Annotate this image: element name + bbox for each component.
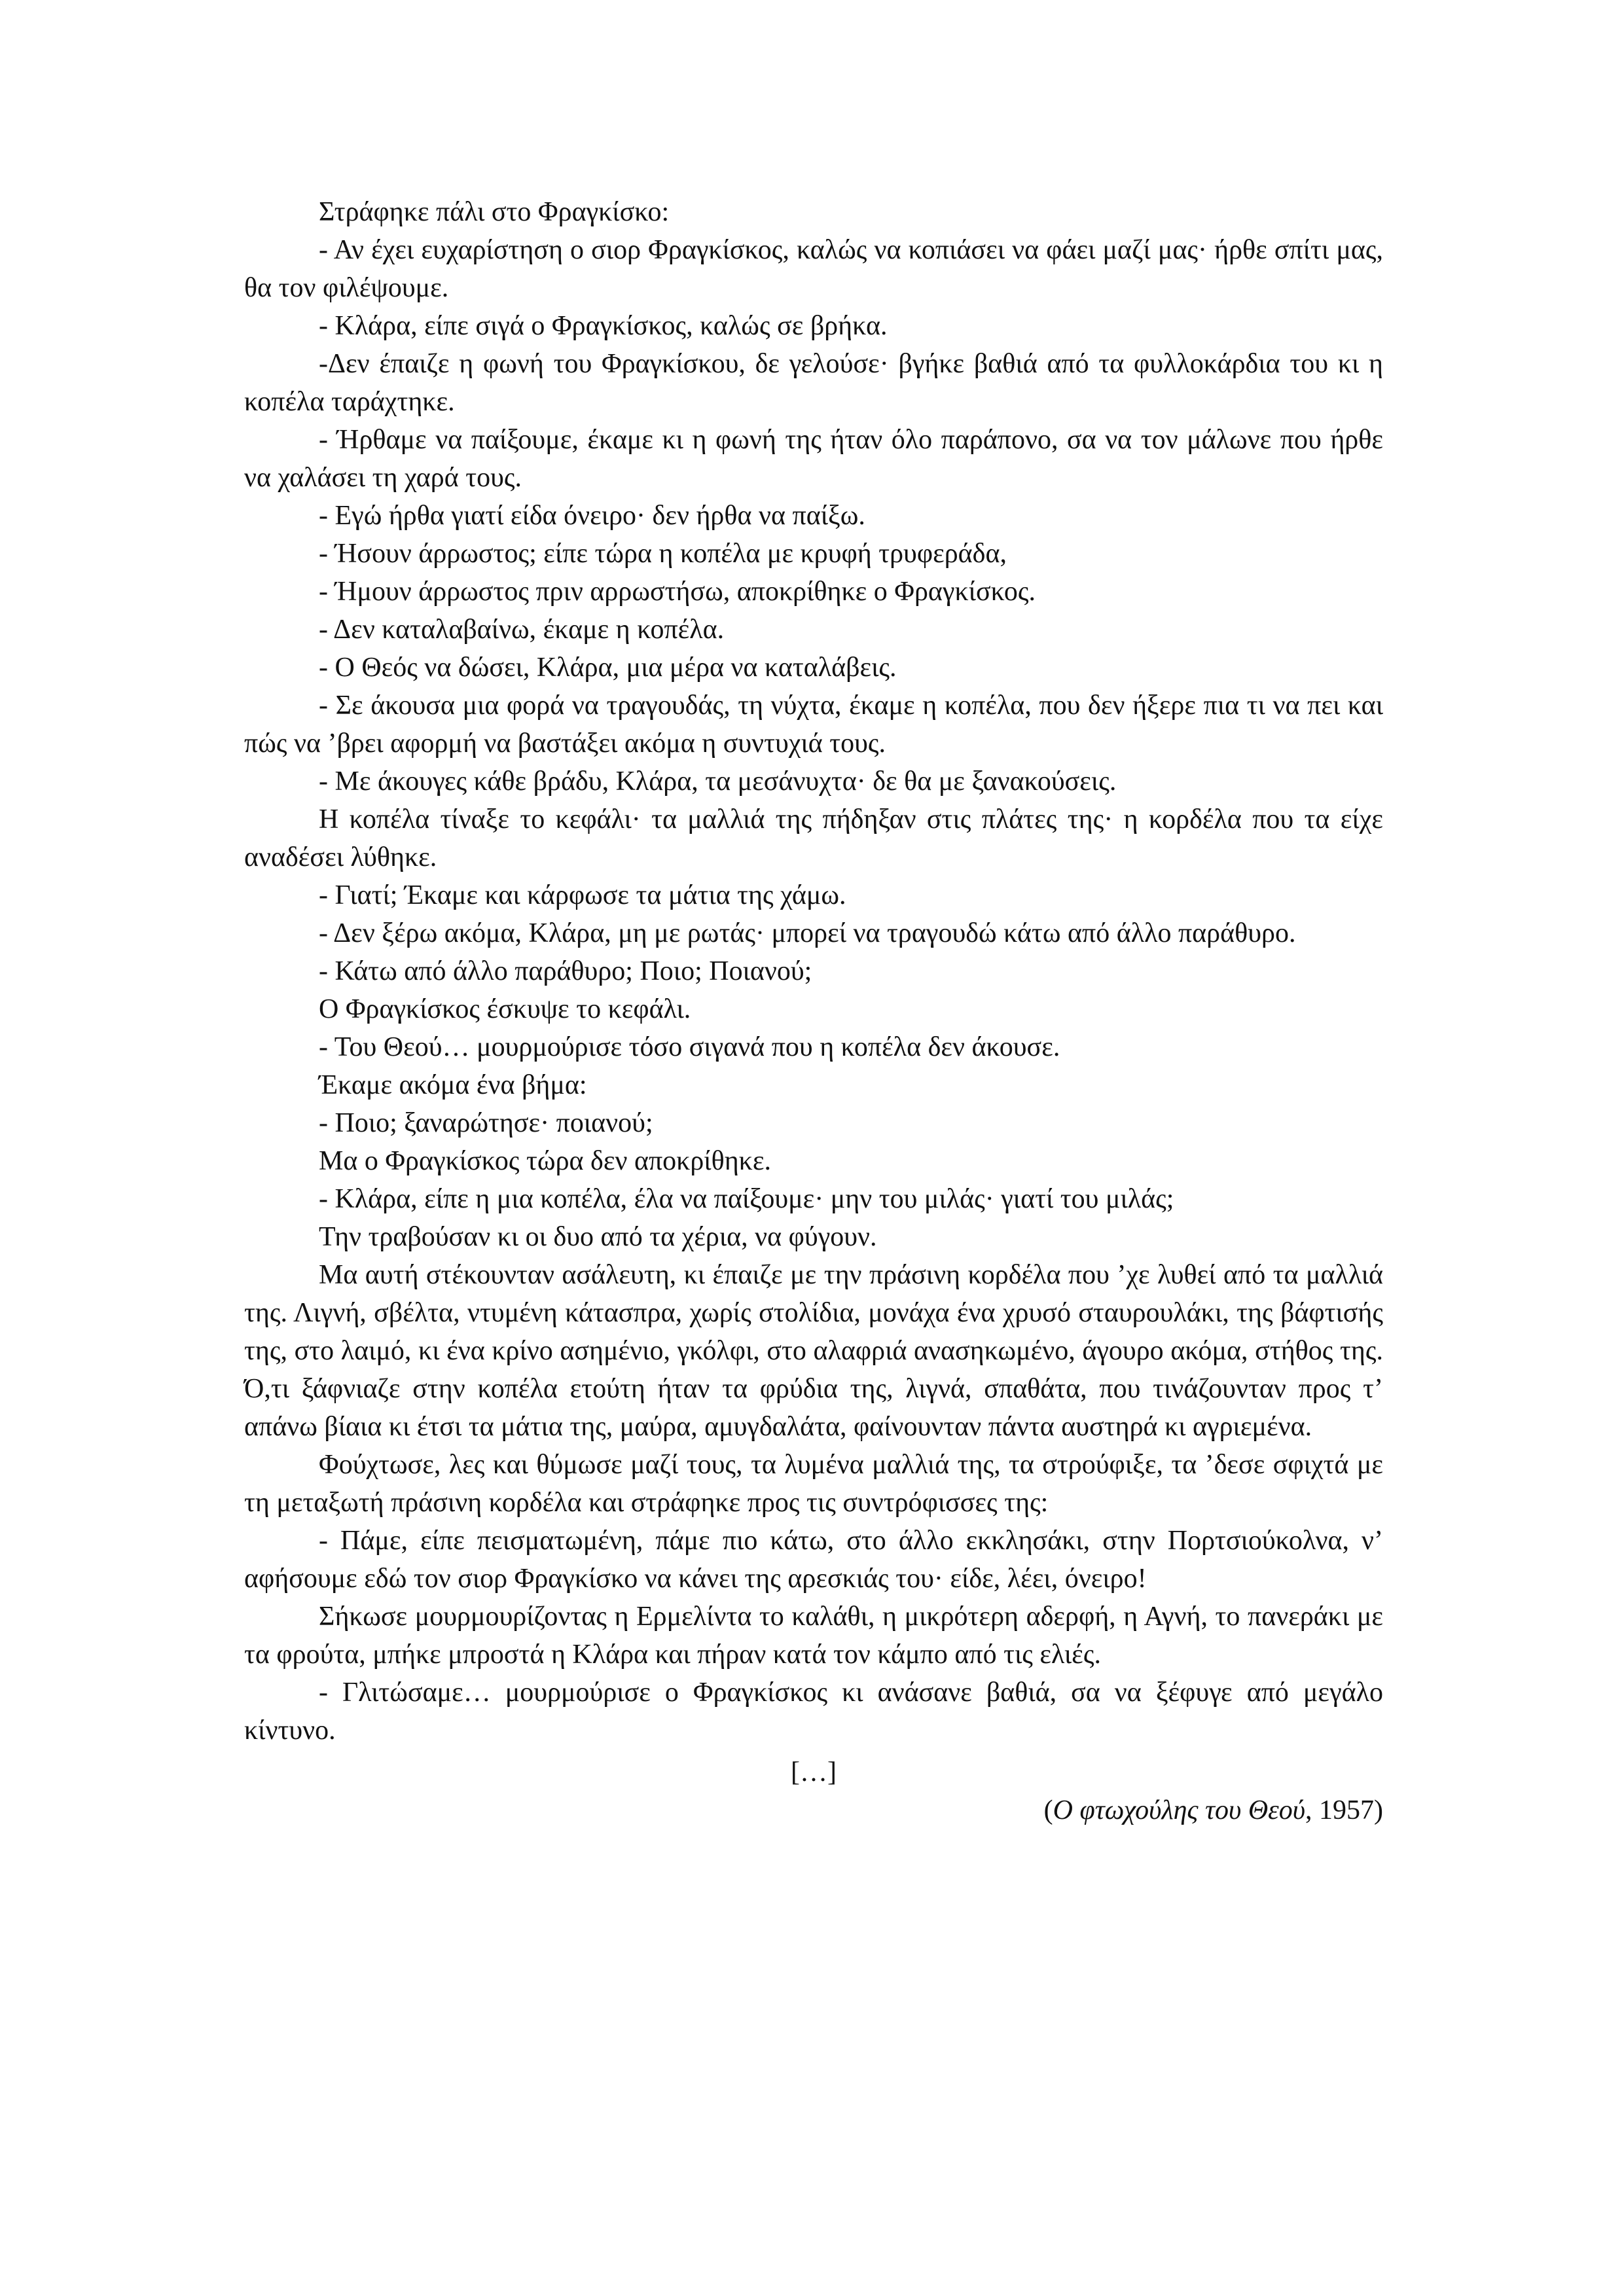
paragraph-21: Μα ο Φραγκίσκος τώρα δεν αποκρίθηκε. bbox=[319, 1146, 771, 1176]
paragraph-28: - Γλιτώσαμε… μουρμούρισε ο Φραγκίσκος κι ανάσανε βαθιά, σα να ξέφυγε από μεγάλο κίντυνο. bbox=[244, 1677, 1383, 1746]
paragraph-7: - Ήσουν άρρωστος; είπε τώρα η κοπέλα με κρυφή τρυφεράδα, bbox=[319, 539, 1007, 569]
citation-year: , 1957) bbox=[1305, 1795, 1383, 1825]
paragraph-3: - Κλάρα, είπε σιγά ο Φραγκίσκος, καλώς σε βρήκα. bbox=[319, 311, 888, 341]
paragraph-13: Η κοπέλα τίναξε το κεφάλι· τα μαλλιά της πήδηξαν στις πλάτες της· η κορδέλα που τα είχε αναδέσει λύθηκε. bbox=[244, 804, 1383, 872]
paragraph-26: - Πάμε, είπε πεισματωμένη, πάμε πιο κάτω, στο άλλο εκκλησάκι, στην Πορτσιούκολνα, ν’ αφήσουμε εδώ τον σιορ Φραγκίσκο να κάνει της αρεσκιάς του· είδε, λέει, όνειρο! bbox=[244, 1526, 1383, 1594]
paragraph-5: - Ήρθαμε να παίξουμε, έκαμε κι η φωνή της ήταν όλο παράπονο, σα να τον μάλωνε που ήρθε να χαλάσει τη χαρά τους. bbox=[244, 425, 1383, 493]
paragraph-24: Μα αυτή στέκουνταν ασάλευτη, κι έπαιζε με την πράσινη κορδέλα που ’χε λυθεί από τα μαλλιά της. Λιγνή, σβέλτα, ντυμένη κάτασπρα, χωρίς στολίδια, μονάχα ένα χρυσό σταυρουλάκι, της βάφτισής της, στο λαιμό, κι ένα κρίνο ασημένιο, γκόλφι, στο αλαφριά ανασηκωμένο, άγουρο ακόμα, στήθος της. Ό,τι ξάφνιαζε στην κοπέλα ετούτη ήταν τα φρύδια της, λιγνά, σπαθάτα, που τινάζουνταν προς τ’ απάνω βίαια κι έτσι τα μάτια της, μαύρα, αμυγδαλάτα, φαίνουνταν πάντα αυστηρά κι αγριεμένα. bbox=[244, 1260, 1383, 1442]
paragraph-20: - Ποιο; ξαναρώτησε· ποιανού; bbox=[319, 1108, 653, 1138]
paragraph-11: - Σε άκουσα μια φορά να τραγουδάς, τη νύχτα, έκαμε η κοπέλα, που δεν ήξερε πια τι να πει και πώς να ’βρει αφορμή να βαστάξει ακόμα η συντυχιά τους. bbox=[244, 691, 1383, 759]
paragraph-2: - Αν έχει ευχαρίστηση ο σιορ Φραγκίσκος, καλώς να κοπιάσει να φάει μαζί μας· ήρθε σπίτι μας, θα τον φιλέψουμε. bbox=[244, 235, 1383, 303]
paragraph-10: - Ο Θεός να δώσει, Κλάρα, μια μέρα να καταλάβεις. bbox=[319, 653, 897, 683]
paragraph-19: Έκαμε ακόμα ένα βήμα: bbox=[319, 1070, 587, 1100]
citation-open-paren: ( bbox=[1043, 1795, 1053, 1825]
paragraph-1: Στράφηκε πάλι στο Φραγκίσκο: bbox=[319, 197, 670, 227]
paragraph-15: - Δεν ξέρω ακόμα, Κλάρα, μη με ρωτάς· μπορεί να τραγουδώ κάτω από άλλο παράθυρο. bbox=[319, 918, 1296, 948]
citation-work-title: Ο φτωχούλης του Θεού bbox=[1053, 1795, 1305, 1825]
paragraph-17: Ο Φραγκίσκος έσκυψε το κεφάλι. bbox=[319, 994, 691, 1024]
paragraph-23: Την τραβούσαν κι οι δυο από τα χέρια, να φύγουν. bbox=[319, 1222, 877, 1252]
paragraph-6: - Εγώ ήρθα γιατί είδα όνειρο· δεν ήρθα να παίξω. bbox=[319, 501, 865, 531]
paragraph-9: - Δεν καταλαβαίνω, έκαμε η κοπέλα. bbox=[319, 615, 725, 645]
paragraph-14: - Γιατί; Έκαμε και κάρφωσε τα μάτια της χάμω. bbox=[319, 880, 846, 910]
paragraph-12: - Με άκουγες κάθε βράδυ, Κλάρα, τα μεσάνυχτα· δε θα με ξανακούσεις. bbox=[319, 766, 1117, 797]
paragraph-18: - Του Θεού… μουρμούρισε τόσο σιγανά που η κοπέλα δεν άκουσε. bbox=[319, 1032, 1060, 1062]
source-citation bbox=[244, 1791, 1383, 1829]
omission-mark: […] bbox=[791, 1757, 837, 1787]
paragraph-27: Σήκωσε μουρμουρίζοντας η Ερμελίντα το καλάθι, η μικρότερη αδερφή, η Αγνή, το πανεράκι με τα φρούτα, μπήκε μπροστά η Κλάρα και πήραν κατά τον κάμπο από τις ελιές. bbox=[244, 1602, 1383, 1670]
paragraph-4: -Δεν έπαιζε η φωνή του Φραγκίσκου, δε γελούσε· βγήκε βαθιά από τα φυλλοκάρδια του κι η κοπέλα ταράχτηκε. bbox=[244, 349, 1383, 417]
paragraph-25: Φούχτωσε, λες και θύμωσε μαζί τους, τα λυμένα μαλλιά της, τα στρούφιξε, τα ’δεσε σφιχτά με τη μεταξωτή πράσινη κορδέλα και στράφηκε προς τις συντρόφισσες της: bbox=[244, 1450, 1383, 1518]
paragraph-22: - Κλάρα, είπε η μια κοπέλα, έλα να παίξουμε· μην του μιλάς· γιατί του μιλάς; bbox=[319, 1184, 1174, 1214]
paragraph-8: - Ήμουν άρρωστος πριν αρρωστήσω, αποκρίθηκε ο Φραγκίσκος. bbox=[319, 577, 1036, 607]
paragraph-16: - Κάτω από άλλο παράθυρο; Ποιο; Ποιανού; bbox=[319, 956, 812, 986]
text-body bbox=[244, 193, 1383, 1829]
